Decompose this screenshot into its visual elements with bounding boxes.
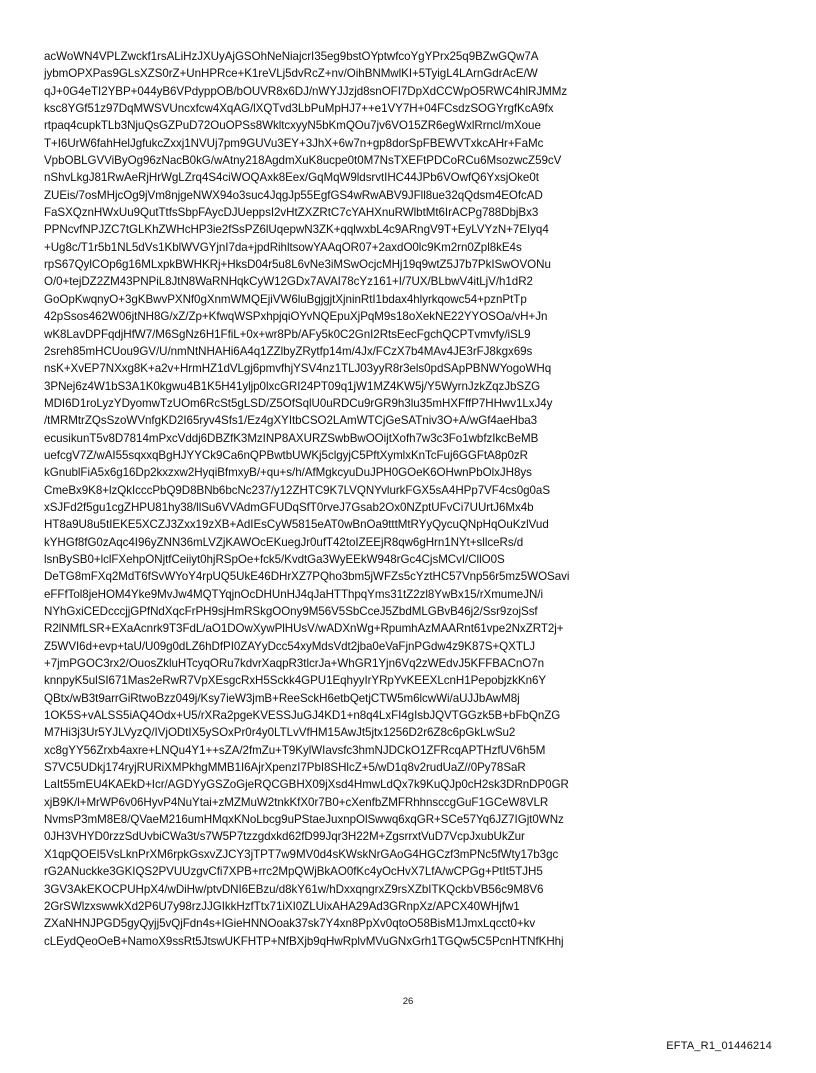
text-line: /tMRMtrZQsSzoWVnfgKD2I65ryv4Sfs1/Ez4gXYItbCSO2LAmWTCjGeSATniv3O+A/wGf4aeHba3 [44,414,538,428]
text-line: PPNcvfNPJZC7tGLKhZWHcHP3ie2fSsPZ6lUqepwN3ZK+qqlwxbL4c9ARngV9T+EyLVYzN+7EIyq4 [44,223,549,237]
text-line: +7jmPGOC3rx2/OuosZkluHTcyqORu7kdvrXaqpR3tlcrJa+WhGR1Yjn6Vq2zWEdvJ5KFFBACnO7n [44,657,545,671]
text-line: NvmsP3mM8E8/QVaeM216umHMqxKNoLbcg9uPStaeJuxnpOlSwwq6xqGR+SCe57Yq6JZ7IGjt0WNz [44,813,564,827]
text-line: knnpyK5ulSI671Mas2eRwR7VpXEsgcRxH5Sckk4GPU1EqhyyIrYRpYvKEEXLcnH1PepobjzkKn6Y [44,674,547,688]
text-line: 42pSsos462W06jtNH8G/xZ/Zp+KfwqWSPxhpjqiOYvNQEpuXjPqM9s18oXekNE22YYOSOa/vH+Jn [44,310,548,324]
text-line: 3GV3AkEKOCPUHpX4/wDiHw/ptvDNI6EBzu/d8kY61w/hDxxqngrxZ9rsXZbITKQckbVB56c9M8V6 [44,882,544,896]
text-line: +Ug8c/T1r5b1NL5dVs1KblWVGYjnI7da+jpdRihltsowYAAqOR07+2axdO0lc9Km2rn0Zpl8kE4s [44,240,522,254]
text-line: ksc8YGf51z97DqMWSVUncxfcw4XqAG/lXQTvd3LbPuMpHJ7++e1VY7H+04FCsdzSOGYrgfKcA9fx [44,102,554,116]
text-line: lsnBySB0+lclFXehpONjtfCeiiyt0hjRSpOe+fck5/KvdtGa3WyEEkW948rGc4CjsMCvI/CllO0S [44,552,505,566]
text-line: uefcgV7Z/wAI55sqxxqBgHJYYCk9Ca6nQPBwtbUWKj5clgyjC5PftXymlxKnTcFuj6GGFtA8p0zR [44,448,528,462]
text-line: xSJFd2f5gu1cgZHPU81hy38/llSu6VVAdmGFUDqSfT0rveJ7Gsab2Ox0NZptUFvCi7UUrtJ6Mx4b [44,500,534,514]
text-line: wK8LavDPFqdjHfW7/M6SgNz6H1FfiL+0x+wr8Pb/AFy5k0C2GnI2RtsEecFgchQCPTvmvfy/iSL9 [44,327,531,341]
document-identifier: EFTA_R1_01446214 [666,1040,772,1052]
text-line: M7Hi3j3Ur5YJLVyzQ/IVjODtIX5ySOxPr0r4y0LTLvVfHM15AwJt5jtx1256D2r6Z8c6pGkLwSu2 [44,726,516,740]
text-line: 2GrSWlzxswwkXd2P6U7y98rzJJGIkkHzfTtx71iXI0ZLUixAHA29Ad3GRnpXz/APCX40WHjfw1 [44,899,520,913]
text-line: HT8a9U8u5tIEKE5XCZJ3Zxx19zXB+AdIEsCyW5815eAT0wBnOa9tttMtRYyQycuQNpHqOuKzlVud [44,518,549,532]
text-line: ecusikunT5v8D7814mPxcVddj6DBZfK3MzINP8AXURZSwbBwOOijtXofh7w3c3Fo1wbfzIkcBeMB [44,431,539,445]
text-line: T+I6UrW6fahHelJgfukcZxxj1NVUj7pm9GUVu3EY+3JhX+6w7n+gp8dorSpFBEWVTxkcAHr+FaMc [44,136,544,150]
text-line: DeTG8mFXq2MdT6fSvWYoY4rpUQ5UkE46DHrXZ7PQho3bm5jWFZs5cYztHC57Vnp56r5mz5WOSavi [44,570,570,584]
text-line: Z5WVI6d+evp+taU/U09g0dLZ6hDfPI0ZAYyDcc54xyMdsVdt2jba0eVaFjnPGdw4z9K87S+QXTLJ [44,639,536,653]
text-line: NYhGxiCEDcccjjGPfNdXqcFrPH9sjHmRSkgOOny9M56V5SbCceJ5ZbdMLGBvB46j2/Ssr9zojSsf [44,605,538,618]
text-line: ZUEis/7osMHjcOg9jVm8njgeNWX94o3suc4JqgJp55EgfGS4wRwABV9JFll8ue32qQdsm4EOfcAD [44,188,543,202]
text-line: 1OK5S+vALSS5iAQ4Odx+U5/rXRa2pgeKVESSJuGJ4KD1+n8q4LxFI4gIsbJQVTGGzk5B+bFbQnZG [44,709,561,723]
text-line: GoOpKwqnyO+3gKBwvPXNf0gXnmWMQEjiVW6luBgjgjtXjninRtI1bdax4hlyrkqowc54+pznPtTp [44,292,527,306]
text-line: O/0+tejDZ2ZM43PNPiL8JtN8WaRNHqkCyW12GDx7AVAI78cYz161+I/7UX/BLbwV4itLjV/h1dR2 [44,275,533,289]
text-line: ZXaNHNJPGD5gyQyjj5vQjFdn4s+IGieHNNOoak37sk7Y4xn8PpXv0qtoO58BisM1JmxLqcct0+kv [44,917,536,931]
text-line: 3PNej6z4W1bS3A1K0kgwu4B1K5H41yljp0lxcGRI24PT09q1jW1MZ4KW5j/Y5WyrnJzkZqzJbSZG [44,379,541,393]
text-line: R2lNMfLSR+EXaAcnrk9T3FdL/aO1DOwXywPlHUsV/wADXnWg+RpumhAzMAARnt61vpe2NxZRT2j+ [44,622,564,636]
text-line: FaSXQznHWxUu9QutTtfsSbpFAycDJUeppsI2vHtZXZRtC7cYAHXnuRWlbtMt6IrACPg788DbjBx3 [44,206,539,220]
text-line: LaIt55mEU4KAEkD+Icr/AGDYyGSZoGjeRQCGBHX09jXsd4HmwLdQx7k9KuQJp0cH2sk3DRnDP0GR [44,778,569,792]
text-line: X1qpQOEI5VsLknPrXM6rpkGsxvZJCY3jTPT7w9MV0d4sKWskNrGAoG4HGCzf3mPNc5fWty17b3gc [44,847,559,861]
text-line: rtpaq4cupkTLb3NjuQsGZPuD72OuOPSs8WkltcxyyN5bKmQOu7jv6VO15ZR6egWxlRrncl/mXoue [44,119,541,133]
encoded-text-block [44,48,772,950]
text-line: acWoWN4VPLZwckf1rsALiHzJXUyAjGSOhNeNiajcrI35eg9bstOYptwfcoYgYPrx25q9BZwGQw7A [44,50,539,63]
text-line: xjB9K/l+MrWP6v06HyvP4NuYtai+zMZMuW2tnkKfX0r7B0+cXenfbZMFRhhnsccgGuF1GCeW8VLR [44,795,549,809]
text-line: cLEydQeoOeB+NamoX9ssRt5JtswUKFHTP+NfBXjb9qHwRplvMVuGNxGrh1TGQw5C5PcnHTNfKHhj [44,934,564,948]
text-line: nsK+XvEP7NXxg8K+a2v+HrmHZ1dVLgj6pmvfhjYSV4nz1TLJ03yyR8r3els0pdSApPBNWYogoWHq [44,362,552,376]
text-line: nShvLkgJ81RwAeRjHrWgLZrq4S4ciWOQAxk8Eex/GqMqW9ldsrvtIHC44JPb6VOwfQ6YxsjOke0t [44,171,539,185]
text-line: rpS67QylCOp6g16MLxpkBWHKRj+HksD04r5u8L6vNe3iMSwOcjcMHj19q9wtZ5J7b7PkISwOVONu [44,258,551,272]
text-line: VpbOBLGVViByOg96zNacB0kG/wAtny218AgdmXuK8ucpe0t0M7NsTXEFtPDCoRCu6MsozwcZ59cV [44,154,562,168]
text-line: MDI6D1roLyzYDyomwTzUOm6RcSt5gLSD/Z5OfSqlU0uRDCu9rGR9h3lu35mHXFffP7HHwv1LxJ4y [44,396,553,410]
text-line: eFFfTol8jeHOM4Yke9MvJw4MQTYqjnOcDHUnHJ4qJaHTThpqYms31tZ2zl8YwBx15/rXmumeJN/i [44,587,543,601]
text-line: S7VC5UDkj174ryjRURiXMPkhgMMB1I6AjrXpenzI7PbI8SHlcZ+5/wD1q8v2rudUaZ//0Py78SaR [44,761,526,775]
text-line: 2sreh85mHCUou9GV/U/nmNtNHAHi6A4q1ZZlbyZRytfp14m/4Jx/FCzX7b4MAv4JE3rFJ8kgx69s [44,344,533,358]
text-line: jybmOPXPas9GLsXZS0rZ+UnHPRce+K1reVLj5dvRcZ+nv/OihBNMwlKI+5TyigL4LArnGdrAcE/W [44,67,538,81]
text-line: rG2ANuckke3GKIQS2PVUUzgvCfi7XPB+rrc2MpQWjBkAO0fKc4yOcHvX7LfA/wCPGg+PtIt5TJH5 [44,865,543,879]
text-line: CmeBx9K8+lzQkIcccPbQ9D8BNb6bcNc237/y12ZHTC9K7LVQNYvlurkFGX5sA4HPp7VF4cs0g0aS [44,483,551,497]
text-line: xc8gYY56Zrxb4axre+LNQu4Y1++sZA/2fmZu+T9KylWIavsfc3hmNJDCkO1ZFRcqAPTHzfUV6h5M [44,743,546,757]
text-line: kGnublFiA5x6g16Dp2kxzxw2HyqiBfmxyB/+qu+s/h/AfMgkcyuDuJPH0GOeK6OHwnPbOlxJH8ys [44,466,532,480]
text-line: QBtx/wB3t9arrGiRtwoBzz049j/Ksy7ieW3jmB+ReeSckH6etbQetjCTW5m6lcwWi/aUJJbAwM8j [44,691,520,705]
text-line: qJ+0G4eTI2YBP+044yB6VPdyppOB/bOUVR8x6DJ/nWYJJzjd8snOFI7DpXdCCWpO5RWC4hlRJMMz [44,84,568,98]
page-number: 26 [402,996,414,1007]
text-line: 0JH3VHYD0rzzSdUvbiCWa3t/s7W5P7tzzgdxkd62fD99Jqr3H22M+ZgsrrxtVuD7VcpJxubUkZur [44,830,525,844]
text-line: kYHGf8fG0zAqc4I96yZNN36mLVZjKAWOcEKuegJr0ufT42toIZEEjR8qw6gHrn1NYt+sllceRs/d [44,535,524,549]
